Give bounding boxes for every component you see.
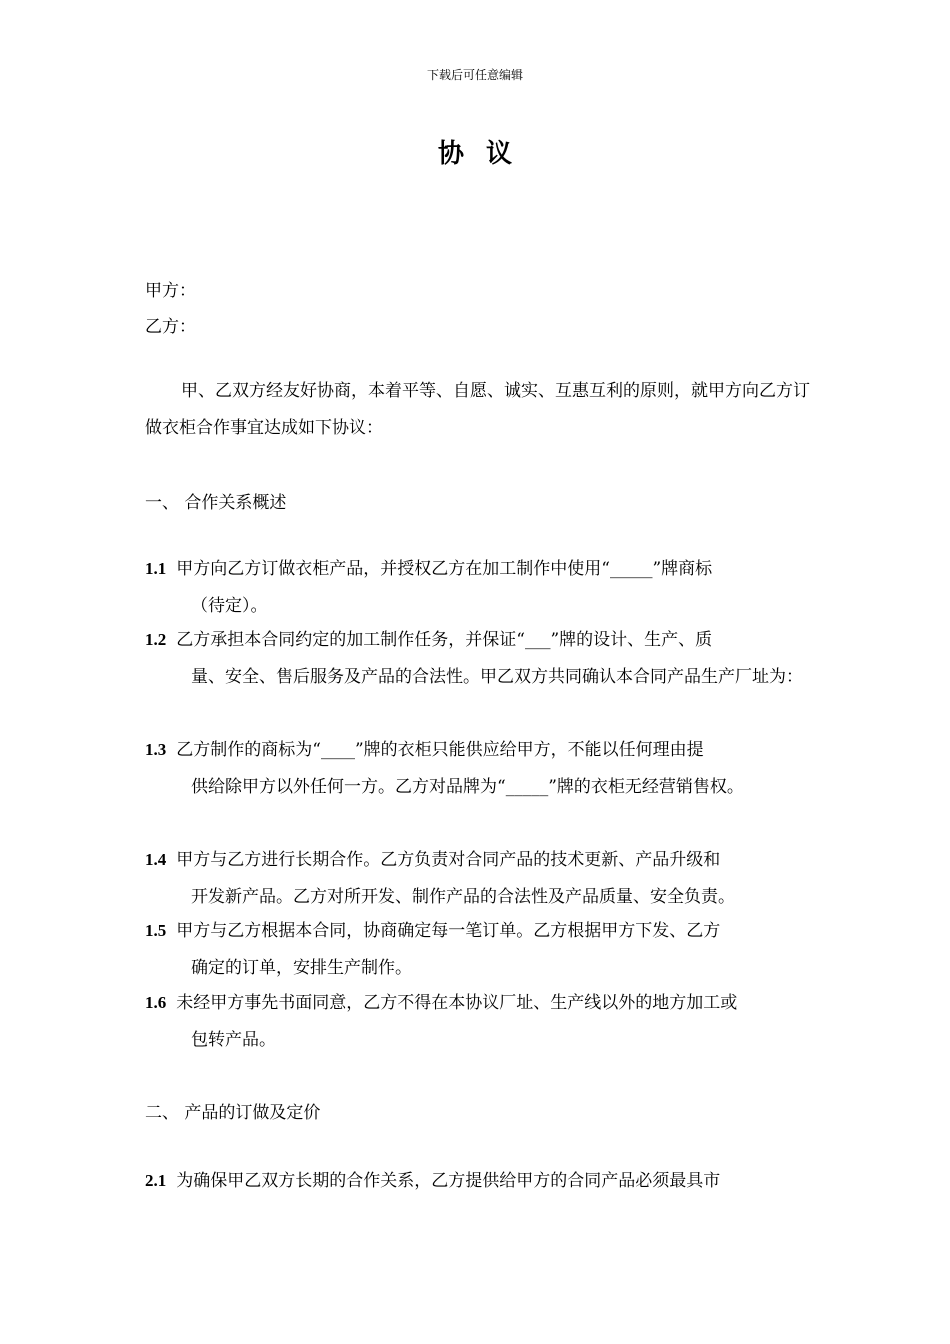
clause-text: 未经甲方事先书面同意，乙方不得在本协议厂址、生产线以外的地方加工或 — [176, 993, 738, 1013]
clause-2-1 — [145, 1162, 810, 1200]
section-1-heading: 一、 合作关系概述 — [145, 493, 287, 513]
section-2-heading: 二、 产品的订做及定价 — [145, 1103, 321, 1123]
clause-1-6 — [145, 984, 810, 1059]
clause-continuation: 开发新产品。乙方对所开发、制作产品的合法性及产品质量、安全负责。 — [191, 887, 735, 907]
clause-continuation: 包转产品。 — [191, 1030, 276, 1050]
clause-continuation: 确定的订单，安排生产制作。 — [191, 958, 412, 978]
clause-number: 2.1 — [145, 1171, 167, 1190]
clause-continuation: 供给除甲方以外任何一方。乙方对品牌为“_____”牌的衣柜无经营销售权。 — [191, 777, 744, 797]
clause-text: 乙方制作的商标为“____”牌的衣柜只能供应给甲方，不能以任何理由提 — [176, 740, 704, 760]
party-b-label: 乙方： — [145, 317, 196, 337]
clause-number: 1.1 — [145, 559, 167, 578]
clause-number: 1.4 — [145, 850, 167, 869]
clause-text: 为确保甲乙双方长期的合作关系，乙方提供给甲方的合同产品必须最具市 — [176, 1171, 721, 1191]
clause-1-2 — [145, 621, 810, 696]
party-a-label: 甲方： — [145, 281, 196, 301]
clause-1-5 — [145, 912, 810, 987]
clause-number: 1.5 — [145, 921, 167, 940]
clause-1-3 — [145, 731, 810, 806]
clause-1-1 — [145, 550, 810, 625]
clause-number: 1.3 — [145, 740, 167, 759]
clause-1-4 — [145, 841, 810, 916]
clause-text: 甲方与乙方进行长期合作。乙方负责对合同产品的技术更新、产品升级和 — [176, 850, 721, 870]
clause-number: 1.2 — [145, 630, 167, 649]
header-note: 下载后可任意编辑 — [426, 68, 523, 82]
clause-text: 甲方向乙方订做衣柜产品，并授权乙方在加工制作中使用“_____”牌商标 — [176, 559, 713, 579]
clause-continuation: （待定）。 — [191, 596, 268, 616]
clause-continuation: 量、安全、售后服务及产品的合法性。甲乙双方共同确认本合同产品生产厂址为： — [191, 667, 803, 687]
intro-paragraph: 甲、乙双方经友好协商，本着平等、自愿、诚实、互惠互利的原则，就甲方向乙方订做衣柜合作事宜达成如下协议： — [145, 381, 810, 438]
clause-text: 甲方与乙方根据本合同，协商确定每一笔订单。乙方根据甲方下发、乙方 — [176, 921, 721, 941]
document-title: 协议 — [437, 139, 534, 169]
clause-number: 1.6 — [145, 993, 167, 1012]
clause-text: 乙方承担本合同约定的加工制作任务，并保证“___”牌的设计、生产、质 — [176, 630, 713, 650]
